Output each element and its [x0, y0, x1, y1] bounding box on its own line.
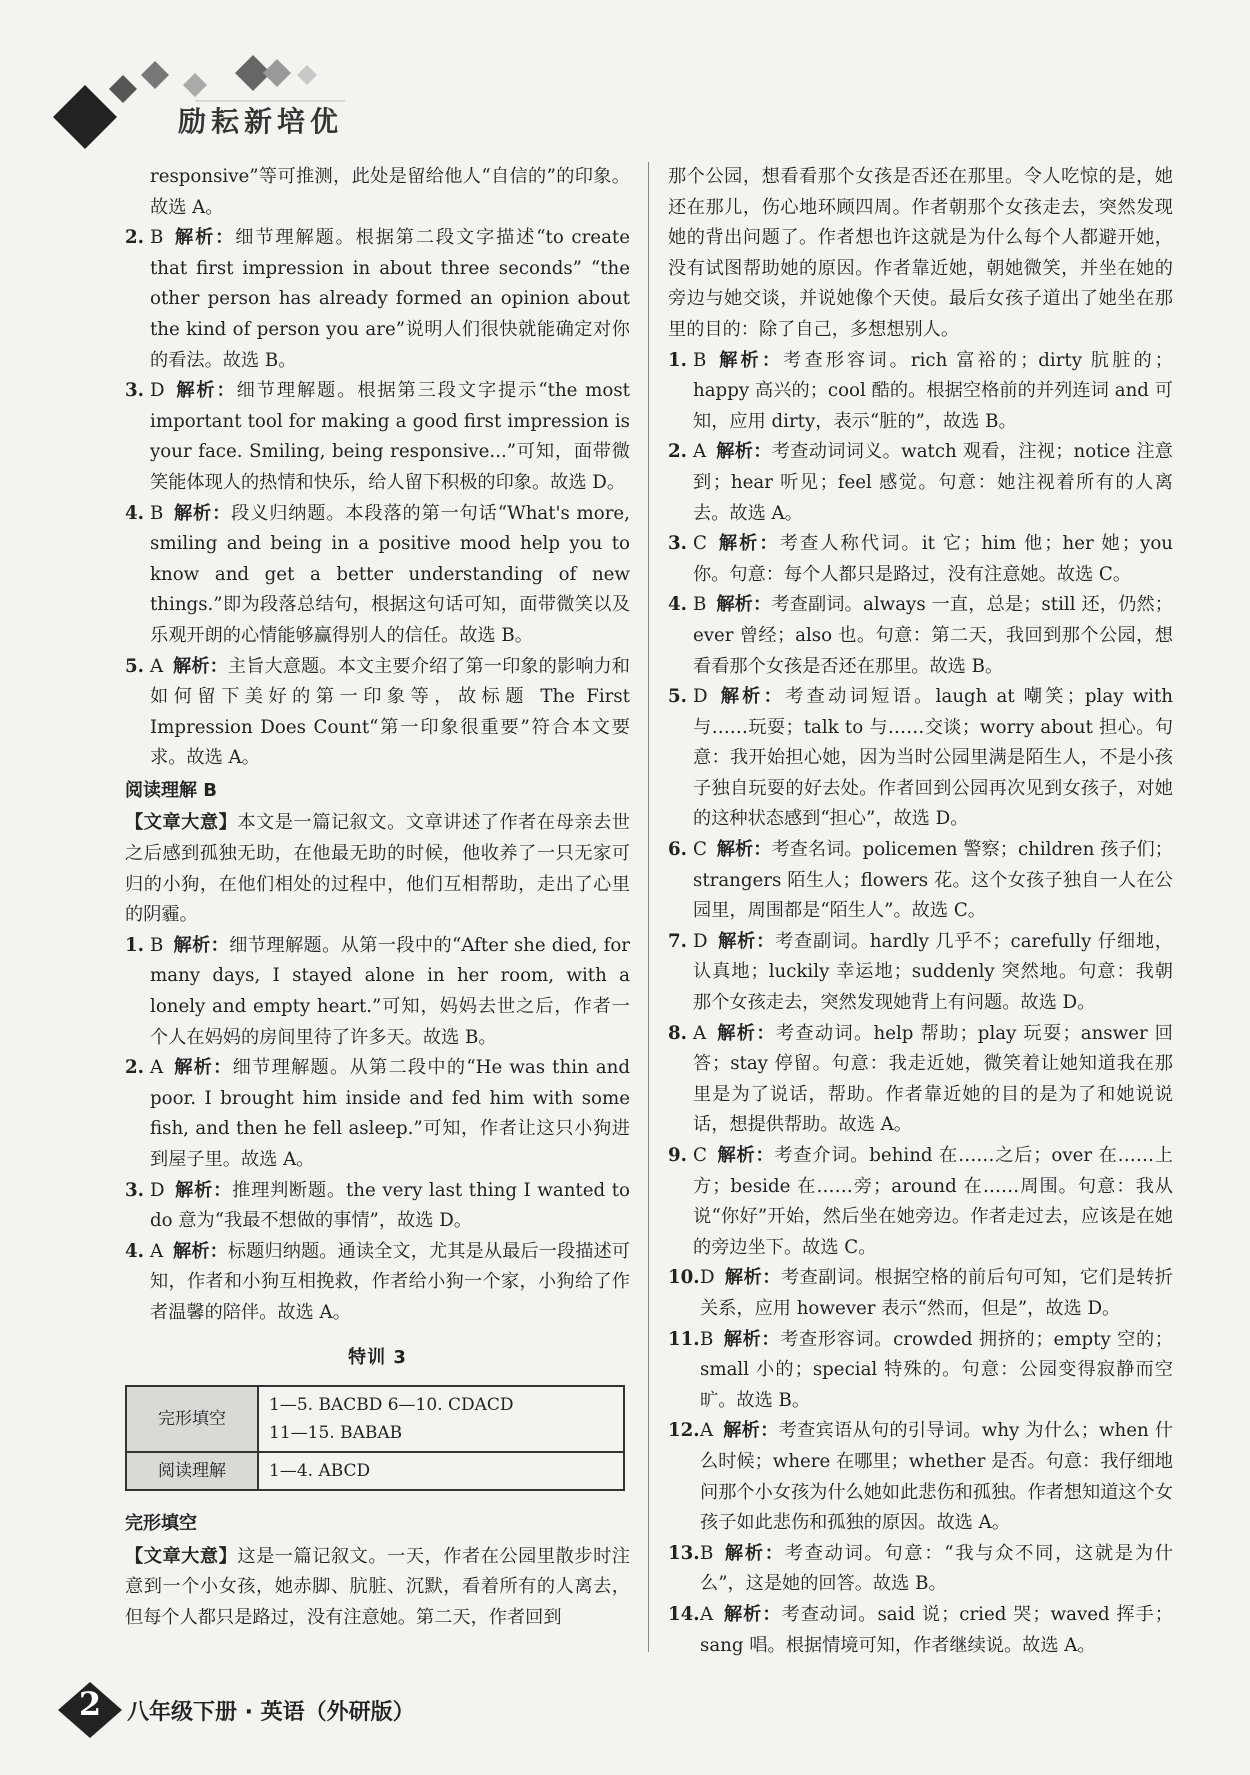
section-heading: 阅读理解 B [125, 779, 217, 801]
answer-item: 4. B 解析：段义归纳题。本段落的第一句话“What's more, smiling and being in a positive mood help you to know and get a better understanding of new things.”即为段落总结句，根据这句话可知，面带微笑以及乐观开朗的心情能够赢得别人的信任。故选 B。 [125, 502, 630, 646]
column-divider [648, 162, 649, 1652]
table-cell: 1—5. BACBD 6—10. CDACD 11—15. BABAB [258, 1386, 624, 1452]
answer-item: 10. D 解析：考查副词。根据空格的前后句可知，它们是转折关系，应用 however 表示“然而，但是”，故选 D。 [668, 1267, 1173, 1319]
answer-item: 4. A 解析：标题归纳题。通读全文，尤其是从最后一段描述可知，作者和小狗互相挽救，作者给小狗一个家，小狗给了作者温馨的陪伴。故选 A。 [125, 1240, 630, 1323]
special-training-title: 特训 3 [348, 1346, 407, 1368]
answer-item: 3. C 解析：考查人称代词。it 它；him 他；her 她；you 你。句意：每个人都只是路过，没有注意她。故选 C。 [668, 533, 1173, 585]
section-heading: 完形填空 [125, 1513, 197, 1535]
answer-item: 6. C 解析：考查名词。policemen 警察；children 孩子们；strangers 陌生人；flowers 花。这个女孩子独自一人在公园里，周围都是“陌生人”。故选 C。 [668, 839, 1173, 922]
answer-item: 3. D 解析：推理判断题。the very last thing I wanted to do 意为“我最不想做的事情”，故选 D。 [125, 1179, 630, 1232]
table-cell: 1—4. ABCD [258, 1452, 624, 1490]
book-title: 八年级下册 · 英语（外研版） [127, 1700, 415, 1725]
continued-text: responsive”等可推测，此处是留给他人“自信的”的印象。故选 A。 [150, 166, 630, 218]
answer-item: 2. B 解析：细节理解题。根据第二段文字描述“to create that first impression in about three seconds” “the other person has already formed an opinion about the kind of person you are”说明人们很快就能确定对你的看法。故选 B。 [125, 227, 630, 371]
answer-key-table [125, 1385, 625, 1491]
answer-item: 1. B 解析：考查形容词。rich 富裕的；dirty 肮脏的；happy 高兴的；cool 酷的。根据空格前的并列连词 and 可知，应用 dirty，表示“脏的”，故选 B。 [668, 349, 1173, 432]
page-number: 2 [78, 1685, 102, 1723]
answer-item: 14. A 解析：考查动词。said 说；cried 哭；waved 挥手；sang 唱。根据情境可知，作者继续说。故选 A。 [668, 1603, 1173, 1656]
answer-item: 11. B 解析：考查形容词。crowded 拥挤的；empty 空的；small 小的；special 特殊的。句意：公园变得寂静而空旷。故选 B。 [668, 1328, 1173, 1411]
answer-item: 3. D 解析：细节理解题。根据第三段文字提示“the most important tool for making a good first impression is your face. Smiling, being responsive...”可知，面带微笑能体现人的热情和快乐，给人留下积极的印象。故选 D。 [125, 380, 630, 493]
answer-item: 2. A 解析：细节理解题。从第二段中的“He was thin and poor. I brought him inside and fed him with some fish, and then he fell asleep.”可知，作者让这只小狗进到屋子里。故选 A。 [125, 1057, 630, 1170]
answer-item: 1. B 解析：细节理解题。从第一段中的“After she died, for many days, I stayed alone in her room, with a lonely and empty heart.”可知，妈妈去世之后，作者一个人在妈妈的房间里待了许多天。故选 B。 [125, 934, 630, 1048]
answer-item: 9. C 解析：考查介词。behind 在……之后；over 在……上方；beside 在……旁；around 在……周围。句意：我从说“你好”开始，然后坐在她旁边。作者走过去，应该是在她的旁边坐下。故选 C。 [668, 1145, 1173, 1258]
right-column [668, 162, 1173, 1661]
answer-item: 8. A 解析：考查动词。help 帮助；play 玩耍；answer 回答；stay 停留。句意：我走近她，微笑着让她知道我在那里是为了说话，帮助。作者靠近她的目的是为了和她说说话，想提供帮助。故选 A。 [668, 1022, 1173, 1136]
article-summary: 【文章大意】这是一篇记叙文。一天，作者在公园里散步时注意到一个小女孩，她赤脚、肮脏、沉默，看着所有的人离去，但每个人都只是路过，没有注意她。第二天，作者回到 [125, 1545, 630, 1628]
answer-item: 5. A 解析：主旨大意题。本文主要介绍了第一印象的影响力和如何留下美好的第一印象等，故标题 The First Impression Does Count“第一印象很重要”符合本文要求。故选 A。 [125, 655, 630, 769]
answer-item: 5. D 解析：考查动词短语。laugh at 嘲笑；play with 与……玩耍；talk to 与……交谈；worry about 担心。句意：我开始担心她，因为当时公园里满是陌生人，不是小孩子独自玩耍的好去处。作者回到公园再次见到女孩子，对她的这种状态感到“担心”，故选 D。 [668, 686, 1173, 830]
continued-text: 那个公园，想看看那个女孩是否还在那里。令人吃惊的是，她还在那儿，伤心地环顾四周。作者朝那个女孩走去，突然发现她的背出问题了。作者想也许这就是为什么每个人都避开她，没有试图帮助她的原因。作者靠近她，朝她微笑，并坐在她的旁边与她交谈，并说她像个天使。最后女孩子道出了她坐在那里的目的：除了自己，多想想别人。 [668, 166, 1173, 340]
article-summary: 【文章大意】本文是一篇记叙文。文章讲述了作者在母亲去世之后感到孤独无助，在他最无助的时候，他收养了一只无家可归的小狗，在他们相处的过程中，他们互相帮助，走出了心里的阴霾。 [125, 812, 630, 926]
brand-title: 励耘新培优 [178, 105, 344, 138]
answer-item: 7. D 解析：考查副词。hardly 几乎不；carefully 仔细地，认真地；luckily 幸运地；suddenly 突然地。句意：我朝那个女孩走去，突然发现她背上有问题。故选 D。 [668, 930, 1173, 1014]
answer-item: 4. B 解析：考查副词。always 一直，总是；still 还，仍然；ever 曾经；also 也。句意：第二天，我回到那个公园，想看看那个女孩是否还在那里。故选 B。 [668, 594, 1173, 677]
answer-item: 12. A 解析：考查宾语从句的引导词。why 为什么；when 什么时候；where 在哪里；whether 是否。句意：我仔细地问那个小女孩为什么她如此悲伤和孤独。作者想知道这个女孩子如此悲伤和孤独的原因。故选 A。 [668, 1420, 1173, 1534]
table-row-head: 阅读理解 [126, 1452, 258, 1490]
answer-item: 13. B 解析：考查动词。句意：“我与众不同，这就是为什么”，这是她的回答。故选 B。 [668, 1542, 1173, 1595]
answer-item: 2. A 解析：考查动词词义。watch 观看，注视；notice 注意到；hear 听见；feel 感觉。句意：她注视着所有的人离去。故选 A。 [668, 441, 1173, 524]
left-column [125, 162, 630, 1634]
table-row-head: 完形填空 [126, 1386, 258, 1452]
